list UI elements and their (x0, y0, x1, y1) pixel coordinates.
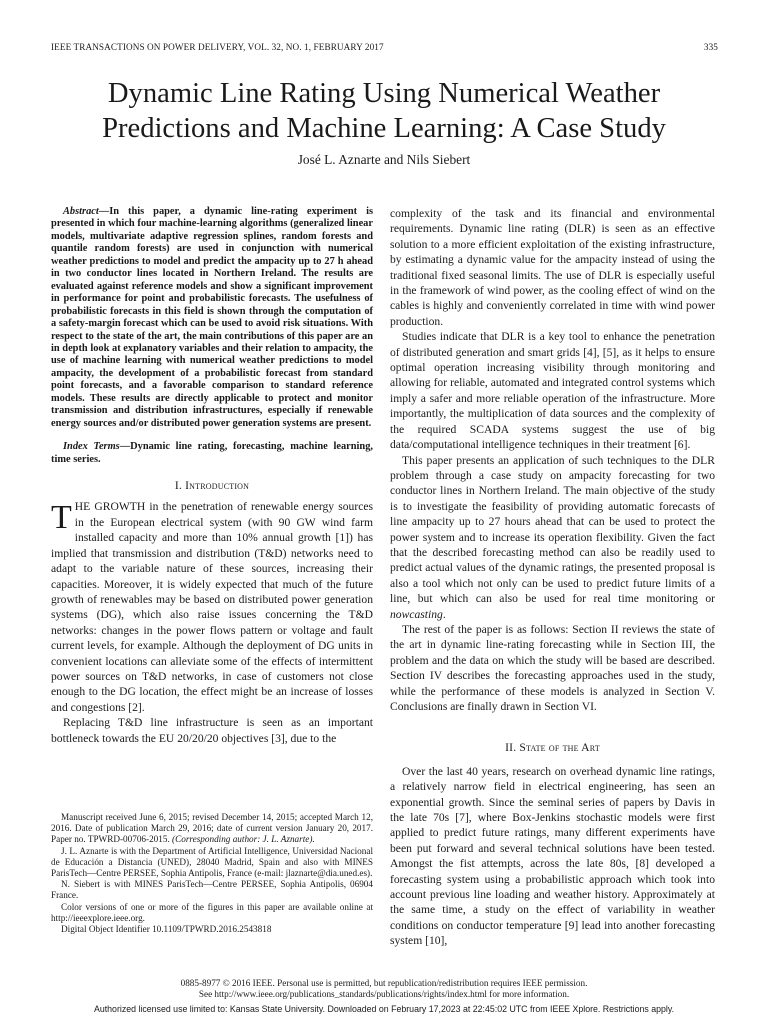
footnote-manuscript (51, 812, 373, 846)
index-terms-text: Dynamic line rating, forecasting, machine learning, time series. (51, 441, 373, 465)
copyright-line-1: 0885-8977 © 2016 IEEE. Personal use is permitted, but republication/redistribution requires IEEE permission. (180, 978, 588, 988)
title-line-1: Dynamic Line Rating Using Numerical Weather (107, 78, 661, 109)
abstract: Abstract—In this paper, a dynamic line-rating experiment is presented in which four machine-learning algorithms (generalized linear models, multivariate adaptive regression splines, random forests and quantile random forests) are used in conjunction with numerical weather predictions to model and predict the ampacity up to 27 h ahead in two conductor lines located in Northern Ireland. The results are evaluated against reference models and show a significant improvement in performance for point and probabilistic forecasts. The usefulness of probabilistic forecasts in this field is shown through the computation of a safety-margin forecast which can be used to avoid risk situations. With respect to the state of the art, the main contributions of this paper are an in depth look at explanatory variables and their relation to ampacity, the use of machine learning with numerical weather predictions to model ampacity, the development of a probabilistic forecast from standard point forecasts, and a favorable comparison to standard reference models. These results are directly applicable to protect and monitor transmission and distribution infrastructures, especially if renewable energy sources and/or distributed power generation systems are present. (51, 206, 373, 429)
drop-cap: T (51, 499, 72, 537)
page-number: 335 (703, 42, 718, 52)
intro-paragraph-3: Studies indicate that DLR is a key tool to enhance the penetration of distributed generation and smart grids [4], [5], as it helps to ensure optimal operation increasing visibility through monitoring and allowing for reliable, automated and integrated control systems which imply a safer and more reliable operation of the infrastructure. More importantly, the multiplication of data sources and the complexity of the required SCADA systems suggest the use of big data/computational intelligence techniques in their treatment [6]. (390, 330, 715, 452)
intro-paragraph-2-continued: complexity of the task and its financial and environmental requirements. Dynamic line rating (DLR) is seen as an effective solution to a more efficient exploitation of the existing infrastructure, by estimating a dynamic value for the ampacity instead of using the traditional fixed seasonal limits. The use of DLR is especially useful in the framework of wind power, as the cooling effect of wind on the cables is highly and conveniently correlated in time with wind power production. (390, 207, 715, 328)
paper-title (40, 76, 728, 146)
title-line-2: Predictions and Machine Learning: A Case Study (102, 113, 666, 144)
index-terms-label: Index Terms (63, 441, 120, 453)
copyright-notice (0, 978, 768, 1000)
intro-paragraph-2: Replacing T&D line infrastructure is seen as an important bottleneck towards the EU 20/20/20 objectives [3], due to the (51, 716, 373, 745)
footnote-manuscript-text: Manuscript received June 6, 2015; revised December 14, 2015; accepted March 12, 2016. Date of publication March 29, 2016; date of current version January 20, 2017. Paper no. TPWRD-00706-2015. (51, 812, 373, 845)
index-terms: Index Terms—Dynamic line rating, forecasting, machine learning, time series. (51, 441, 373, 465)
abstract-label: Abstract (63, 206, 99, 217)
intro-paragraph-5: The rest of the paper is as follows: Section II reviews the state of the art in dynamic line-rating forecasting while in Section III, the problem and the data on which the study will be based are described. Section IV describes the forecasting approaches used in the study, while the performance of these models is analyzed in Section V. Conclusions are finally drawn in Section VI. (390, 622, 715, 713)
intro-paragraph-4 (390, 453, 715, 622)
footnotes (51, 812, 373, 935)
nowcasting-term: nowcasting (390, 607, 443, 621)
footnote-doi: Digital Object Identifier 10.1109/TPWRD.2016.2543818 (61, 924, 272, 935)
copyright-line-2: See http://www.ieee.org/publications_standards/publications/rights/index.html for more information. (198, 989, 570, 1000)
intro-paragraph-4-text: This paper presents an application of such techniques to the DLR problem through a case study on ampacity forecasting for two conductor lines in Northern Ireland. The main objective of the study is to investigate the feasibility of providing automatic forecasts of line ampacity up to 27 hours ahead that can be used to protect the power system and to increase its operation flexibility. Given the fact that the described forecasting method can also be readily used to predict actual values of the dynamic ratings, the presented proposal is also a tool which not only can be used to predict future limits of a line, but which can also be used for real time monitoring or (390, 453, 715, 606)
state-of-art-paragraph-1: Over the last 40 years, research on overhead dynamic line ratings, a relatively narrow field in electrical engineering, has seen an exponential growth. Since the seminal series of papers by Davis in the late 70s [7], where Box-Jenkins stochastic models were first applied to predict future ratings, many different experiments have been put forward and several technical solutions have been tested. Amongst the fist attempts, across the late 80s, [8] developed a forecasting system using a probabilistic approach which took into account previous line loading and weather history. Approximately at the same time, a study on the effect of variability in weather conditions on conductor temperature [9] lead into another forecasting system [10], (390, 764, 715, 948)
intro-paragraph-4-end: . (442, 607, 446, 621)
intro-paragraph-1-text: HE GROWTH in the penetration of renewable energy sources in the European electrical system (with 90 GW wind farm installed capacity and more than 10% annual growth [1]) has implied that transmission and distribution (T&D) networks need to adapt to the variable nature of these sources, increasing their capacities. Moreover, it is widely expected that much of the future growth of renewables may be based on distributed power generation systems (DG), which also raise issues concerning the T&D networks: changes in the power flows pattern or voltage and fault current levels, for example. Although the deployment of DG units in convenient locations can alleviate some of the effects of intermittent power sources on T&D networks, in case of customers not close enough to the DG location, the effect might be an increase of losses and congestions [2]. (51, 500, 373, 714)
footnote-corresponding-author: (Corresponding author: J. L. Aznarte). (172, 834, 315, 845)
author-list: José L. Aznarte and Nils Siebert (297, 152, 471, 167)
footnote-author-1: J. L. Aznarte is with the Department of Artificial Intelligence, Universidad Nacional de Educación a Distancia (UNED), 28040 Madrid, Spain and also with MINES ParisTech—Centre PERSEE, Sophia Antipolis, France (e-mail: jlaznarte@dia.uned.es). (51, 845, 373, 879)
footnote-author-2: N. Siebert is with MINES ParisTech—Centre PERSEE, Sophia Antipolis, 06904 France. (51, 879, 373, 901)
footnote-color-versions: Color versions of one or more of the figures in this paper are available online at http://ieeexplore.ieee.org. (51, 901, 373, 923)
journal-name: IEEE TRANSACTIONS ON POWER DELIVERY, VOL. 32, NO. 1, FEBRUARY 2017 (51, 42, 384, 52)
right-column (390, 206, 715, 949)
license-notice: Authorized licensed use limited to: Kansas State University. Downloaded on February 17,2023 at 22:45:02 UTC from IEEE Xplore. Restrictions apply. (93, 1004, 675, 1014)
section-heading-introduction: I. Introduction (174, 479, 250, 493)
section-heading-state-of-the-art: II. State of the Art (505, 741, 600, 755)
left-column (51, 206, 373, 746)
running-header (51, 42, 718, 52)
abstract-text: In this paper, a dynamic line-rating experiment is presented in which four machine-learning algorithms (generalized linear models, multivariate adaptive regression splines, random forests and quantile random forests) are used in conjunction with numerical weather predictions to model and predict the ampacity up to 27 h ahead in two conductor lines located in Northern Ireland. The results are evaluated against reference models and show a significant improvement in performance for point and probabilistic forecasts. The usefulness of probabilistic forecasts in this field is shown through the computation of a safety-margin forecast which can be used to avoid risk situations. With respect to the state of the art, the main contributions of this paper are an in depth look at explanatory variables and their relation to ampacity, the use of machine learning with numerical weather predictions to model ampacity, the development of a probabilistic forecast from standard point forecasts, and a favorable comparison to standard reference models. These results are directly applicable to protect and monitor transmission and distribution infrastructures, especially if renewable energy sources and/or distributed power generation systems are present. (51, 206, 373, 429)
intro-paragraph-1 (51, 499, 373, 715)
